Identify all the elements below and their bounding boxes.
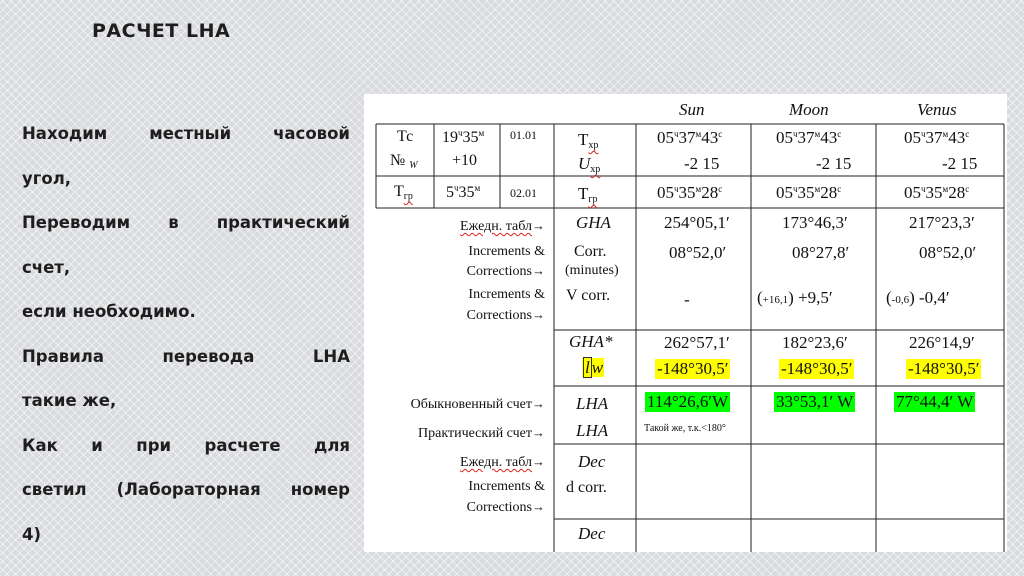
left-text-line: счет, — [22, 257, 71, 277]
moon-tgr: $05^ч35^м28^с$ — [776, 183, 842, 202]
nw-value: +10 — [452, 152, 478, 169]
sun-lw: -148°30,5′ — [657, 359, 729, 378]
uxr-label: $U_{хр}$ — [578, 154, 601, 175]
label-corrections: Corrections→ — [466, 499, 545, 515]
label-ordinary-count: Обыкновенный счет→ — [410, 396, 545, 412]
label-corrections: Corrections→ — [466, 307, 545, 323]
moon-lha: 33°53,1′ W — [776, 392, 854, 411]
moon-vcorr: (+16,1) +9,5′ — [757, 288, 833, 307]
left-text-line: 4) — [22, 524, 42, 544]
label-daily-table: Ежедн. табл→ — [460, 218, 545, 234]
sun-lha: 114°26,6′W — [647, 392, 729, 411]
moon-uxr: -2 15 — [816, 154, 852, 173]
sun-vcorr: - — [684, 290, 690, 309]
sun-corr: 08°52,0′ — [669, 243, 727, 262]
left-text-block — [22, 112, 350, 557]
date-2: 02.01 — [510, 186, 537, 200]
nw-label: № $_W$ — [390, 152, 418, 171]
sun-practical-note: Такой же, т.к.<180° — [644, 423, 726, 434]
label-daily-table: Ежедн. табл→ — [460, 454, 545, 470]
label-corrections: Corrections→ — [466, 263, 545, 279]
left-text-line: угол, — [22, 168, 72, 188]
label-increments: Increments & — [468, 244, 545, 259]
left-text-line: Переводим в практический — [22, 213, 350, 232]
venus-gha-star: 226°14,9′ — [909, 333, 975, 352]
tgr-label: $Т_{гр}$ — [394, 183, 413, 202]
sun-gha-star: 262°57,1′ — [664, 333, 730, 352]
venus-uxr: -2 15 — [942, 154, 978, 173]
row-vcorr: V corr. — [566, 287, 611, 304]
sun-gha: 254°05,1′ — [664, 213, 730, 232]
venus-tgr: $05^ч35^м28^с$ — [904, 183, 970, 202]
txr-label: $Т_{хр}$ — [578, 130, 599, 151]
date-1: 01.01 — [510, 128, 537, 142]
row-lw: l w — [582, 358, 604, 378]
left-text-line: светил (Лабораторная номер — [22, 480, 350, 499]
sun-uxr: -2 15 — [684, 154, 720, 173]
tgr-row-label: $Т_{гр}$ — [578, 184, 598, 205]
row-corr: Corr. — [574, 243, 607, 260]
row-corr-minutes: (minutes) — [565, 263, 619, 278]
moon-gha: 173°46,3′ — [782, 213, 848, 232]
sun-txr: $05^ч37^м43^с$ — [657, 128, 723, 147]
venus-lw: -148°30,5′ — [908, 359, 980, 378]
calculation-table-image — [364, 94, 1007, 552]
row-lha-practical: LHA — [576, 421, 609, 440]
venus-gha: 217°23,3′ — [909, 213, 975, 232]
label-increments: Increments & — [468, 479, 545, 494]
sun-tgr: $05^ч35^м28^с$ — [657, 183, 723, 202]
venus-corr: 08°52,0′ — [919, 243, 977, 262]
venus-vcorr: (-0,6) -0,4′ — [886, 288, 950, 307]
moon-txr: $05^ч37^м43^с$ — [776, 128, 842, 147]
tgr-value: $5^ч35^м$ — [446, 183, 481, 201]
row-dcorr: d corr. — [566, 479, 607, 496]
left-text-line: если необходимо. — [22, 302, 196, 321]
left-text-line: Находим местный часовой — [22, 124, 350, 143]
venus-txr: $05^ч37^м43^с$ — [904, 128, 970, 147]
label-increments: Increments & — [468, 287, 545, 302]
header-sun: Sun — [679, 100, 705, 119]
header-venus: Venus — [917, 100, 957, 119]
row-gha: GHA — [576, 213, 611, 232]
row-lha-ordinary: LHA — [576, 394, 609, 413]
label-practical-count: Практический счет→ — [418, 425, 545, 441]
slide-title: РАСЧЕТ LHA — [92, 20, 231, 42]
moon-lw: -148°30,5′ — [781, 359, 853, 378]
moon-gha-star: 182°23,6′ — [782, 333, 848, 352]
left-text-line: Как и при расчете для — [22, 435, 350, 455]
left-text-line: такие же, — [22, 391, 117, 410]
row-dec-final: Dec — [578, 524, 606, 543]
moon-corr: 08°27,8′ — [792, 243, 850, 262]
tc-label: Тс — [397, 128, 414, 145]
tc-value: $19^ч35^м$ — [442, 128, 485, 146]
row-gha-star: GHA* — [569, 332, 613, 351]
venus-lha: 77°44,4′ W — [896, 392, 974, 411]
row-dec: Dec — [578, 452, 606, 471]
header-moon: Moon — [789, 100, 829, 119]
left-text-line: Правила перевода LHA — [22, 346, 350, 366]
